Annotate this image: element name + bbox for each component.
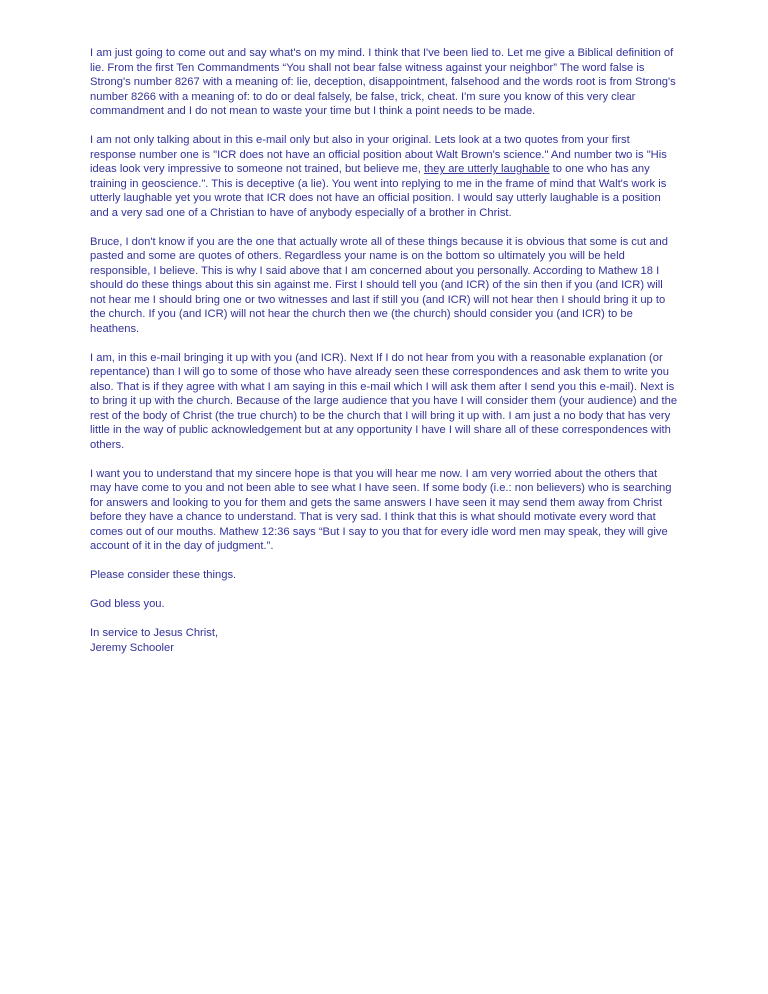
signature-block (90, 626, 678, 655)
paragraph-5: I want you to understand that my sincere hope is that you will hear me now. I am very worried about the others that may have come to you and not been able to see what I have seen. If some body (i.e.: non believers) who is searching for answers and looking to you for them and gets the same answers I have seen it may send them away from Christ before they have a chance to understand. That is very sad. I think that this is what should motivate every word that comes out of our mouths. Mathew 12:36 says “But I say to you that for every idle word men may speak, they will give account of it in the day of judgment.”. (90, 467, 672, 552)
paragraph-2-text-after: to one who has any training in geoscience.". This is deceptive (a lie). You went into replying to me in the frame of mind that Walt's work is utterly laughable yet you wrote that ICR does not have an official position. I would say utterly laughable is a position and a very sad one of a Christian to have of anybody especially of a brother in Christ. (90, 163, 667, 219)
paragraph-2-text-before: I am not only talking about in this e-mail only but also in your original. Lets look at a two quotes from your first response number one is "ICR does not have an official position about Walt Brown's science." And number two is "His ideas look very impressive to someone not trained, but believe me, (90, 134, 667, 175)
blessing-line: God bless you. (90, 598, 165, 610)
paragraph-3: Bruce, I don't know if you are the one that actually wrote all of these things because it is obvious that some is cut and pasted and some are quotes of others. Regardless your name is on the bottom so ultimately you will be held responsible, I believe. This is why I said above that I am concerned about you personally. According to Mathew 18 I should do these things about this sin against me. First I should tell you (and ICR) of the sin then if you (and ICR) will not hear me I should bring one or two witnesses and last if still you (and ICR) will not hear then I should bring it up to the church. If you (and ICR) will not hear the church then we (the church) should consider you (and ICR) to be heathens. (90, 235, 668, 335)
underlined-phrase: they are utterly laughable (423, 163, 550, 175)
paragraph-4: I am, in this e-mail bringing it up with you (and ICR). Next If I do not hear from you with a reasonable explanation (or repentance) than I will go to some of those who have already seen these correspondences and ask them to write you also. That is if they agree with what I am saying in this e-mail which I will ask them after I send you this e-mail). Next is to bring it up with the church. Because of the large audience that you have I will consider them (your audience) and the rest of the body of Christ (the true church) to be the church that I will bring it up with. I am just a no body that has very little in the way of public acknowledgement but at any opportunity I have I will share all of these correspondences with others. (90, 351, 678, 451)
closing-line: Please consider these things. (90, 569, 237, 581)
paragraph-2 (90, 133, 678, 220)
signature-name-line: Jeremy Schooler (90, 641, 174, 654)
paragraph-1: I am just going to come out and say what's on my mind. I think that I've been lied to. Let me give a Biblical definition of lie. From the first Ten Commandments “You shall not bear false witness against your neighbor” The word false is Strong's number 8267 with a meaning of: lie, deception, disappointment, falsehood and the words root is from Strong's number 8266 with a meaning of: to do or deal falsely, be false, trick, cheat. I'm sure you know of this very clear commandment and I do not mean to waste your time but I think a point needs to be made. (90, 47, 676, 117)
signature-role-line: In service to Jesus Christ, (90, 627, 219, 639)
letter-body (90, 46, 678, 655)
